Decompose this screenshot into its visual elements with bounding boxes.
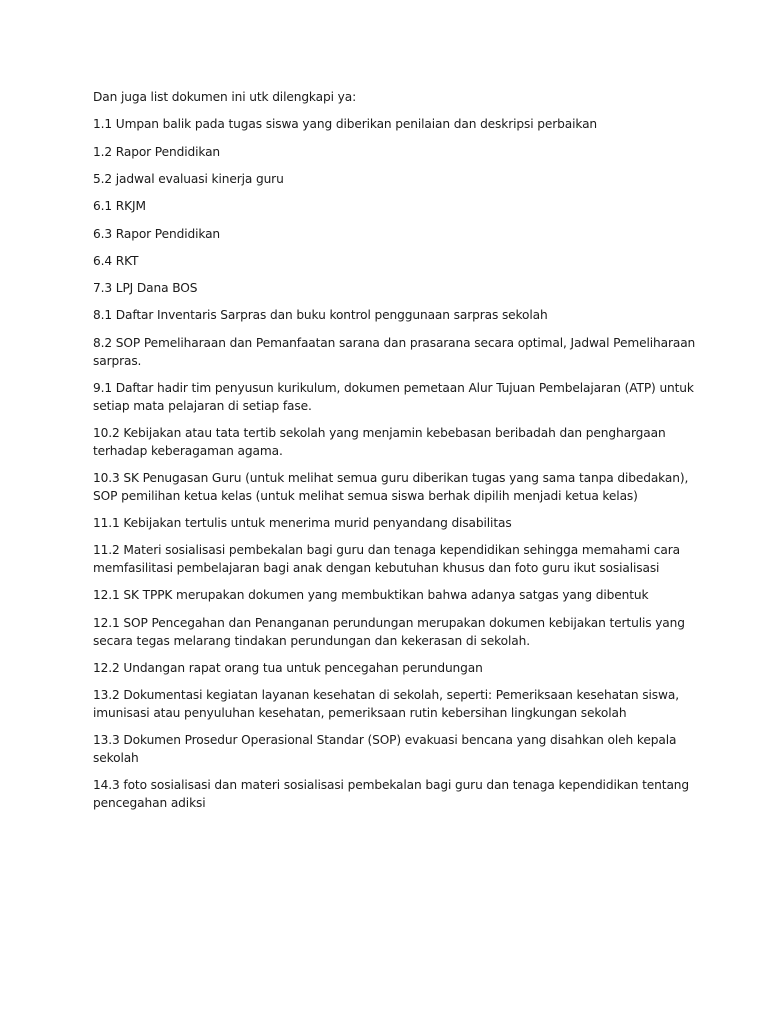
document-text-line: 13.2 Dokumentasi kegiatan layanan kesehatan di sekolah, seperti: Pemeriksaan kesehatan siswa,	[93, 688, 679, 702]
document-text-line: 11.1 Kebijakan tertulis untuk menerima murid penyandang disabilitas	[93, 516, 512, 530]
document-text-line: 1.2 Rapor Pendidikan	[93, 145, 221, 159]
document-text-line: terhadap keberagaman agama.	[93, 444, 283, 458]
document-text-line: SOP pemilihan ketua kelas (untuk melihat semua siswa berhak dipilih menjadi ketua kelas)	[93, 489, 638, 503]
document-text-line: 8.1 Daftar Inventaris Sarpras dan buku kontrol penggunaan sarpras sekolah	[93, 308, 548, 322]
document-text-line: 6.4 RKT	[93, 254, 139, 268]
document-text-line: 11.2 Materi sosialisasi pembekalan bagi guru dan tenaga kependidikan sehingga memahami cara	[93, 543, 680, 557]
document-text-line: imunisasi atau penyuluhan kesehatan, pemeriksaan rutin kebersihan lingkungan sekolah	[93, 706, 627, 720]
document-text-line: pencegahan adiksi	[93, 796, 206, 810]
document-text-line: 1.1 Umpan balik pada tugas siswa yang diberikan penilaian dan deskripsi perbaikan	[93, 117, 598, 131]
document-text-line: 13.3 Dokumen Prosedur Operasional Standar (SOP) evakuasi bencana yang disahkan oleh kepala	[93, 733, 677, 747]
document-text-line: Dan juga list dokumen ini utk dilengkapi ya:	[93, 90, 357, 104]
document-text-line: 5.2 jadwal evaluasi kinerja guru	[93, 172, 284, 186]
document-text-line: 6.1 RKJM	[93, 199, 146, 213]
document-text-line: 12.2 Undangan rapat orang tua untuk pencegahan perundungan	[93, 661, 483, 675]
document-text-line: setiap mata pelajaran di setiap fase.	[93, 399, 312, 413]
document-text-line: 9.1 Daftar hadir tim penyusun kurikulum, dokumen pemetaan Alur Tujuan Pembelajaran (ATP) untuk	[93, 381, 694, 395]
document-text-line: sekolah	[93, 751, 139, 765]
document-text-line: 6.3 Rapor Pendidikan	[93, 227, 221, 241]
document-text-line: 12.1 SOP Pencegahan dan Penanganan perundungan merupakan dokumen kebijakan tertulis yang	[93, 616, 685, 630]
document-text-line: sarpras.	[93, 354, 142, 368]
document-text-line: memfasilitasi pembelajaran bagi anak dengan kebutuhan khusus dan foto guru ikut sosialisasi	[93, 561, 660, 575]
document-text-line: 10.3 SK Penugasan Guru (untuk melihat semua guru diberikan tugas yang sama tanpa dibedakan),	[93, 471, 689, 485]
document-text-line: 12.1 SK TPPK merupakan dokumen yang membuktikan bahwa adanya satgas yang dibentuk	[93, 588, 649, 602]
document-text-line: secara tegas melarang tindakan perundungan dan kekerasan di sekolah.	[93, 634, 530, 648]
document-text-line: 7.3 LPJ Dana BOS	[93, 281, 198, 295]
document-text-line: 10.2 Kebijakan atau tata tertib sekolah yang menjamin kebebasan beribadah dan penghargaan	[93, 426, 666, 440]
document-text-line: 8.2 SOP Pemeliharaan dan Pemanfaatan sarana dan prasarana secara optimal, Jadwal Pemeliharaan	[93, 336, 696, 350]
document-text-line: 14.3 foto sosialisasi dan materi sosialisasi pembekalan bagi guru dan tenaga kependidikan tentang	[93, 778, 690, 792]
